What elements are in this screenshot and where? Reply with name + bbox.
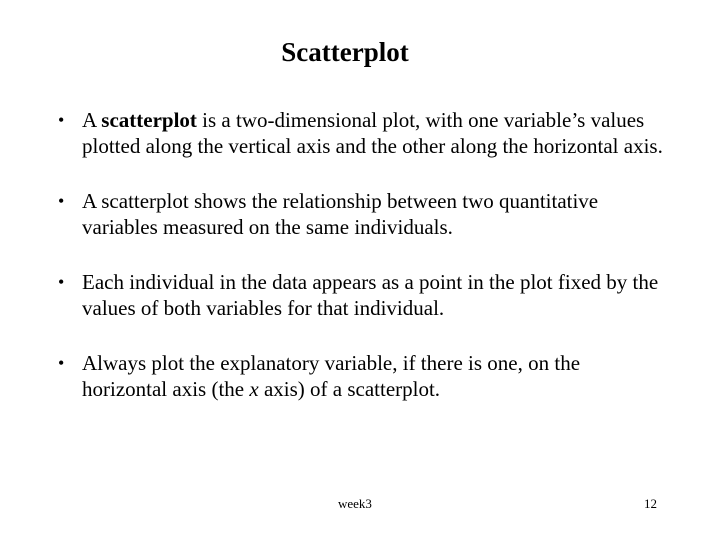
bullet-item [56, 107, 666, 159]
bullet-term-scatterplot: scatterplot [101, 108, 197, 132]
bullet-list [56, 107, 666, 431]
bullet-text-prefix: Always plot the explanatory variable, if there is one, on the horizontal axis (the [82, 351, 581, 401]
bullet-text: Each individual in the data appears as a point in the plot fixed by the values of both variables for that individual. [82, 270, 659, 320]
bullet-text-prefix: A [82, 108, 102, 132]
bullet-item [56, 350, 666, 402]
bullet-term-x: x [249, 377, 259, 401]
slide-title: Scatterplot [281, 37, 409, 67]
bullet-marker: • [58, 272, 65, 292]
bullet-marker: • [58, 353, 65, 373]
page-number: 12 [644, 496, 657, 511]
bullet-item [56, 269, 666, 321]
bullet-text-suffix: axis) of a scatterplot. [258, 377, 441, 401]
footer-label: week3 [338, 496, 372, 511]
bullet-marker: • [58, 110, 65, 130]
bullet-marker: • [58, 191, 65, 211]
bullet-text-suffix: is a two-dimensional plot, with one variable’s values plotted along the vertical axis and the other along the horizontal axis. [82, 108, 663, 158]
bullet-text: A scatterplot shows the relationship between two quantitative variables measured on the same individuals. [82, 189, 599, 239]
bullet-item [56, 188, 666, 240]
